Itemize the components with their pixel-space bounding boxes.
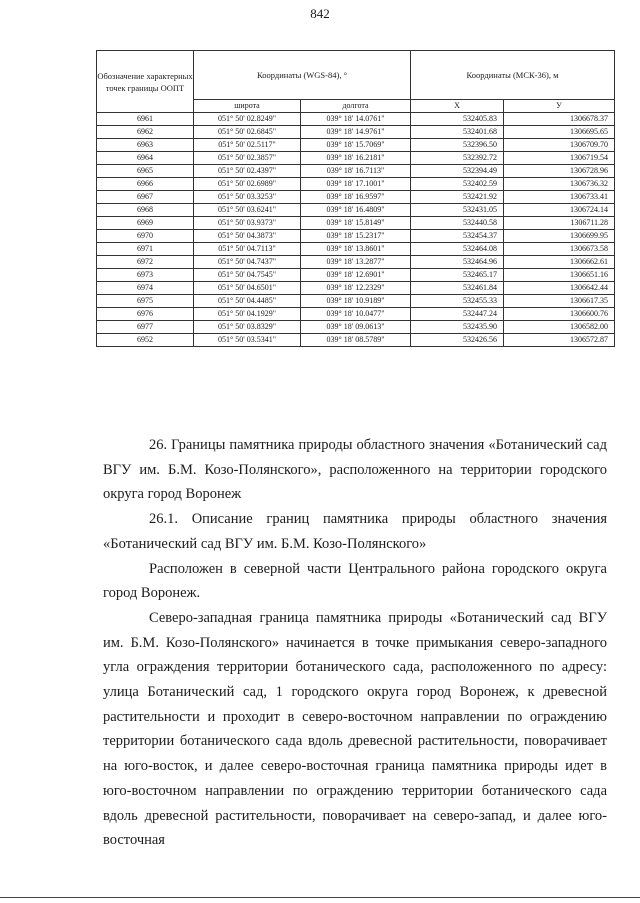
cell-latitude: 051° 50' 02.8249" xyxy=(194,113,301,126)
cell-longitude: 039° 18' 15.7069" xyxy=(301,139,411,152)
cell-longitude: 039° 18' 16.9597" xyxy=(301,191,411,204)
cell-x-coord: 532401.68 xyxy=(411,126,504,139)
cell-y-coord: 1306582.00 xyxy=(504,321,615,334)
cell-latitude: 051° 50' 04.6501" xyxy=(194,282,301,295)
cell-point-id: 6952 xyxy=(97,334,194,347)
cell-latitude: 051° 50' 03.6241" xyxy=(194,204,301,217)
cell-x-coord: 532464.96 xyxy=(411,256,504,269)
cell-x-coord: 532435.90 xyxy=(411,321,504,334)
table-row xyxy=(97,204,615,217)
cell-point-id: 6973 xyxy=(97,269,194,282)
table-row xyxy=(97,243,615,256)
cell-longitude: 039° 18' 08.5789" xyxy=(301,334,411,347)
cell-latitude: 051° 50' 03.5341" xyxy=(194,334,301,347)
section-subheading: 26.1. Описание границ памятника природы областного значения «Ботанический сад ВГУ им. Б.М. Козо-Полянского» xyxy=(103,511,607,552)
cell-y-coord: 1306695.65 xyxy=(504,126,615,139)
cell-latitude: 051° 50' 02.3857" xyxy=(194,152,301,165)
cell-x-coord: 532405.83 xyxy=(411,113,504,126)
section-heading: 26. Границы памятника природы областного значения «Ботанический сад ВГУ им. Б.М. Козо-Полянского», расположенного на территории городского округа город Воронеж xyxy=(103,437,607,503)
cell-y-coord: 1306617.35 xyxy=(504,295,615,308)
cell-longitude: 039° 18' 14.9761" xyxy=(301,126,411,139)
cell-latitude: 051° 50' 02.5117" xyxy=(194,139,301,152)
cell-longitude: 039° 18' 10.0477" xyxy=(301,308,411,321)
cell-y-coord: 1306642.44 xyxy=(504,282,615,295)
cell-x-coord: 532392.72 xyxy=(411,152,504,165)
cell-longitude: 039° 18' 13.8601" xyxy=(301,243,411,256)
cell-longitude: 039° 18' 10.9189" xyxy=(301,295,411,308)
cell-x-coord: 532447.24 xyxy=(411,308,504,321)
header-longitude: долгота xyxy=(301,100,411,113)
cell-longitude: 039° 18' 16.2181" xyxy=(301,152,411,165)
table-row xyxy=(97,139,615,152)
cell-point-id: 6962 xyxy=(97,126,194,139)
cell-point-id: 6976 xyxy=(97,308,194,321)
boundary-description: Северо-западная граница памятника природы «Ботанический сад ВГУ им. Б.М. Козо-Полянского» начинается в точке примыкания северо-западного угла ограждения территории ботанического сада, расположенного по адресу: улица Ботанический сад, 1 городского округа город Воронеж, к древесной растительности и проходит в северо-восточном направлении по ограждению территории ботанического сада вдоль древесной растительности, поворачивает на юго-восток, и далее северо-восточная граница памятника природы идет в юго-восточном направлении по ограждению территории ботанического сада вдоль древесной растительности, поворачивает на северо-запад, и далее юго-восточная xyxy=(103,609,607,849)
cell-latitude: 051° 50' 04.7113" xyxy=(194,243,301,256)
footer-rule xyxy=(0,897,640,898)
cell-y-coord: 1306736.32 xyxy=(504,178,615,191)
coordinates-table-body xyxy=(97,113,615,347)
cell-latitude: 051° 50' 04.4485" xyxy=(194,295,301,308)
cell-y-coord: 1306572.87 xyxy=(504,334,615,347)
cell-point-id: 6971 xyxy=(97,243,194,256)
header-latitude: широта xyxy=(194,100,301,113)
page-number: 842 xyxy=(310,6,330,21)
cell-y-coord: 1306711.28 xyxy=(504,217,615,230)
cell-x-coord: 532396.50 xyxy=(411,139,504,152)
cell-x-coord: 532402.59 xyxy=(411,178,504,191)
cell-x-coord: 532464.08 xyxy=(411,243,504,256)
table-row xyxy=(97,191,615,204)
table-row xyxy=(97,165,615,178)
cell-y-coord: 1306719.54 xyxy=(504,152,615,165)
cell-latitude: 051° 50' 02.4397" xyxy=(194,165,301,178)
cell-y-coord: 1306733.41 xyxy=(504,191,615,204)
cell-y-coord: 1306709.70 xyxy=(504,139,615,152)
cell-point-id: 6972 xyxy=(97,256,194,269)
table-row xyxy=(97,113,615,126)
table-row xyxy=(97,217,615,230)
cell-point-id: 6974 xyxy=(97,282,194,295)
cell-y-coord: 1306651.16 xyxy=(504,269,615,282)
cell-point-id: 6966 xyxy=(97,178,194,191)
cell-point-id: 6968 xyxy=(97,204,194,217)
cell-latitude: 051° 50' 04.1929" xyxy=(194,308,301,321)
cell-x-coord: 532440.58 xyxy=(411,217,504,230)
cell-longitude: 039° 18' 15.8149" xyxy=(301,217,411,230)
cell-point-id: 6969 xyxy=(97,217,194,230)
header-x: X xyxy=(411,100,504,113)
table-row xyxy=(97,269,615,282)
cell-longitude: 039° 18' 15.2317" xyxy=(301,230,411,243)
table-row xyxy=(97,321,615,334)
table-row xyxy=(97,308,615,321)
cell-x-coord: 532461.84 xyxy=(411,282,504,295)
cell-x-coord: 532394.49 xyxy=(411,165,504,178)
table-row xyxy=(97,178,615,191)
cell-longitude: 039° 18' 13.2877" xyxy=(301,256,411,269)
cell-x-coord: 532455.33 xyxy=(411,295,504,308)
cell-x-coord: 532426.56 xyxy=(411,334,504,347)
coordinates-table xyxy=(96,50,615,347)
table-row xyxy=(97,230,615,243)
cell-x-coord: 532454.37 xyxy=(411,230,504,243)
header-wgs84: Координаты (WGS-84), ° xyxy=(194,51,411,100)
header-point-label: Обозначение характерных точек границы ООПТ xyxy=(97,51,194,113)
cell-point-id: 6970 xyxy=(97,230,194,243)
table-row xyxy=(97,256,615,269)
cell-point-id: 6961 xyxy=(97,113,194,126)
cell-longitude: 039° 18' 12.6901" xyxy=(301,269,411,282)
cell-latitude: 051° 50' 03.3253" xyxy=(194,191,301,204)
cell-longitude: 039° 18' 14.0761" xyxy=(301,113,411,126)
cell-latitude: 051° 50' 04.7545" xyxy=(194,269,301,282)
cell-y-coord: 1306678.37 xyxy=(504,113,615,126)
cell-longitude: 039° 18' 16.4809" xyxy=(301,204,411,217)
header-y: У xyxy=(504,100,615,113)
cell-y-coord: 1306699.95 xyxy=(504,230,615,243)
cell-longitude: 039° 18' 09.0613" xyxy=(301,321,411,334)
cell-y-coord: 1306600.76 xyxy=(504,308,615,321)
cell-point-id: 6964 xyxy=(97,152,194,165)
table-row xyxy=(97,334,615,347)
cell-longitude: 039° 18' 16.7113" xyxy=(301,165,411,178)
cell-latitude: 051° 50' 03.8329" xyxy=(194,321,301,334)
cell-latitude: 051° 50' 04.7437" xyxy=(194,256,301,269)
cell-latitude: 051° 50' 02.6989" xyxy=(194,178,301,191)
cell-y-coord: 1306728.96 xyxy=(504,165,615,178)
cell-x-coord: 532465.17 xyxy=(411,269,504,282)
cell-latitude: 051° 50' 02.6845" xyxy=(194,126,301,139)
cell-latitude: 051° 50' 04.3873" xyxy=(194,230,301,243)
main-text xyxy=(103,433,607,853)
cell-latitude: 051° 50' 03.9373" xyxy=(194,217,301,230)
table-row xyxy=(97,152,615,165)
cell-x-coord: 532421.92 xyxy=(411,191,504,204)
table-row xyxy=(97,282,615,295)
cell-y-coord: 1306724.14 xyxy=(504,204,615,217)
cell-point-id: 6977 xyxy=(97,321,194,334)
cell-x-coord: 532431.05 xyxy=(411,204,504,217)
location-paragraph: Расположен в северной части Центрального района городского округа город Воронеж. xyxy=(103,560,607,602)
cell-y-coord: 1306662.61 xyxy=(504,256,615,269)
cell-point-id: 6963 xyxy=(97,139,194,152)
cell-point-id: 6965 xyxy=(97,165,194,178)
cell-y-coord: 1306673.58 xyxy=(504,243,615,256)
table-row xyxy=(97,126,615,139)
cell-point-id: 6967 xyxy=(97,191,194,204)
header-msk36: Координаты (МСК-36), м xyxy=(411,51,615,100)
table-row xyxy=(97,295,615,308)
cell-longitude: 039° 18' 12.2329" xyxy=(301,282,411,295)
cell-point-id: 6975 xyxy=(97,295,194,308)
cell-longitude: 039° 18' 17.1001" xyxy=(301,178,411,191)
